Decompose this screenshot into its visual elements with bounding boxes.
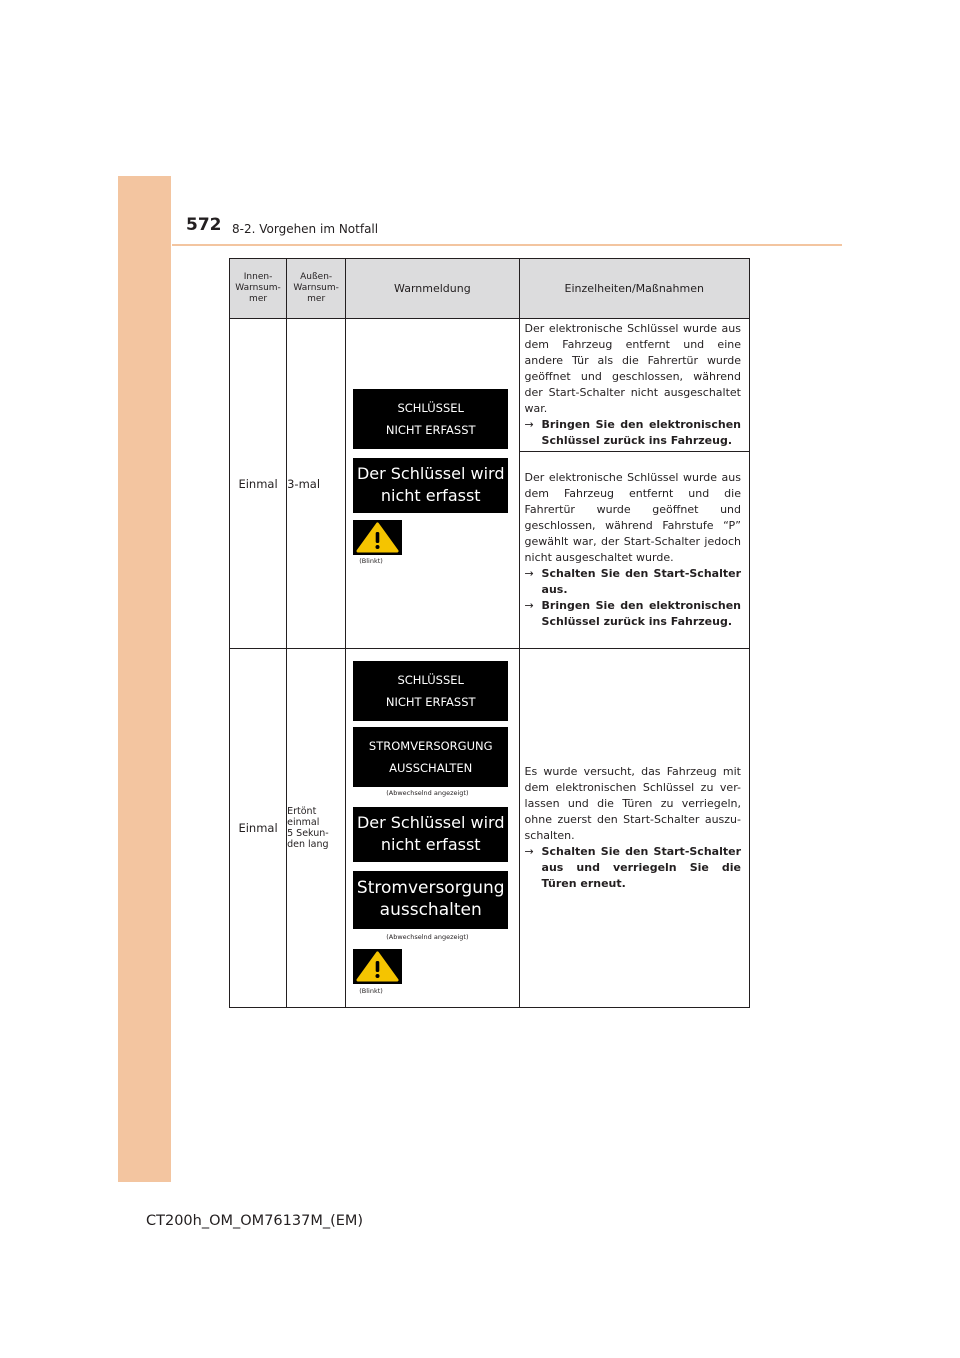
blink-caption: (Blinkt) <box>359 987 383 995</box>
table-header-row <box>230 259 750 319</box>
header-details: Einzelheiten/Maßnahmen <box>519 259 749 319</box>
row1-detail-b <box>519 452 749 649</box>
display-key-not-detected-caps: SCHLÜSSEL NICHT ERFASST <box>353 389 508 449</box>
header-inner-buzzer: Innen- Warnsum- mer <box>230 259 287 319</box>
warning-table <box>229 258 750 1008</box>
action-item: → Bringen Sie den elektronischen Schlüssel zurück ins Fahrzeug. <box>524 599 741 628</box>
warning-triangle-icon <box>353 520 402 555</box>
display-power-off-caps: STROMVERSORGUNG AUSSCHALTEN <box>353 727 508 787</box>
detail-text: Es wurde versucht, das Fahrzeug mit dem elektronischen Schlüssel zu ver-lassen und die Türen zu verriegeln, ohne zuerst den Start-Schalter auszu-schalten. <box>524 765 741 842</box>
header-message: Warnmeldung <box>346 259 519 319</box>
row1-outer-buzzer: 3-mal <box>287 319 346 649</box>
arrow-icon: → <box>524 418 534 431</box>
display-power-off-text: Stromversorgung ausschalten <box>353 871 508 929</box>
table-row <box>230 649 750 1008</box>
header-outer-buzzer: Außen- Warnsum- mer <box>287 259 346 319</box>
row1-inner-buzzer: Einmal <box>230 319 287 649</box>
detail-text: Der elektronische Schlüssel wurde aus dem Fahrzeug entfernt und die Fahrertür wurde geöffnet und geschlossen, während Fahrstufe “P” gewählt war, der Start-Schalter jedoch nicht ausgeschaltet wurde. <box>524 471 741 564</box>
action-item: → Bringen Sie den elektronischen Schlüssel zurück ins Fahrzeug. <box>524 418 741 447</box>
row2-inner-buzzer: Einmal <box>230 649 287 1008</box>
display-key-not-detected-text: Der Schlüssel wird nicht erfasst <box>353 458 508 513</box>
page-number: 572 <box>186 215 222 235</box>
chapter-sidebar-tab <box>118 176 171 1182</box>
display-key-not-detected-caps: SCHLÜSSEL NICHT ERFASST <box>353 661 508 721</box>
header-rule <box>172 244 842 246</box>
display-key-not-detected-text: Der Schlüssel wird nicht erfasst <box>353 807 508 862</box>
section-title: 8-2. Vorgehen im Notfall <box>232 222 379 236</box>
alternating-caption: (Abwechselnd angezeigt) <box>386 789 469 797</box>
row2-outer-buzzer: Ertönt einmal 5 Sekun- den lang <box>287 649 346 1008</box>
action-item: → Schalten Sie den Start-Schalter aus und verriegeln Sie die Türen erneut. <box>524 845 741 890</box>
row2-message-cell <box>346 649 519 1008</box>
document-code: CT200h_OM_OM76137M_(EM) <box>146 1213 364 1229</box>
arrow-icon: → <box>524 567 534 580</box>
arrow-icon: → <box>524 845 534 858</box>
row1-detail-a <box>519 319 749 452</box>
row2-detail <box>519 649 749 1008</box>
alternating-caption: (Abwechselnd angezeigt) <box>386 933 469 941</box>
table-row <box>230 319 750 452</box>
row1-message-cell <box>346 319 519 649</box>
warning-triangle-icon <box>353 949 402 984</box>
action-item: → Schalten Sie den Start-Schalter aus. <box>524 567 741 596</box>
blink-caption: (Blinkt) <box>359 557 383 565</box>
arrow-icon: → <box>524 599 534 612</box>
detail-text: Der elektronische Schlüssel wurde aus dem Fahrzeug entfernt und eine andere Tür als die Fahrertür wurde geöffnet und geschlossen, während der Start-Schalter nicht ausgeschaltet war. <box>524 322 741 415</box>
